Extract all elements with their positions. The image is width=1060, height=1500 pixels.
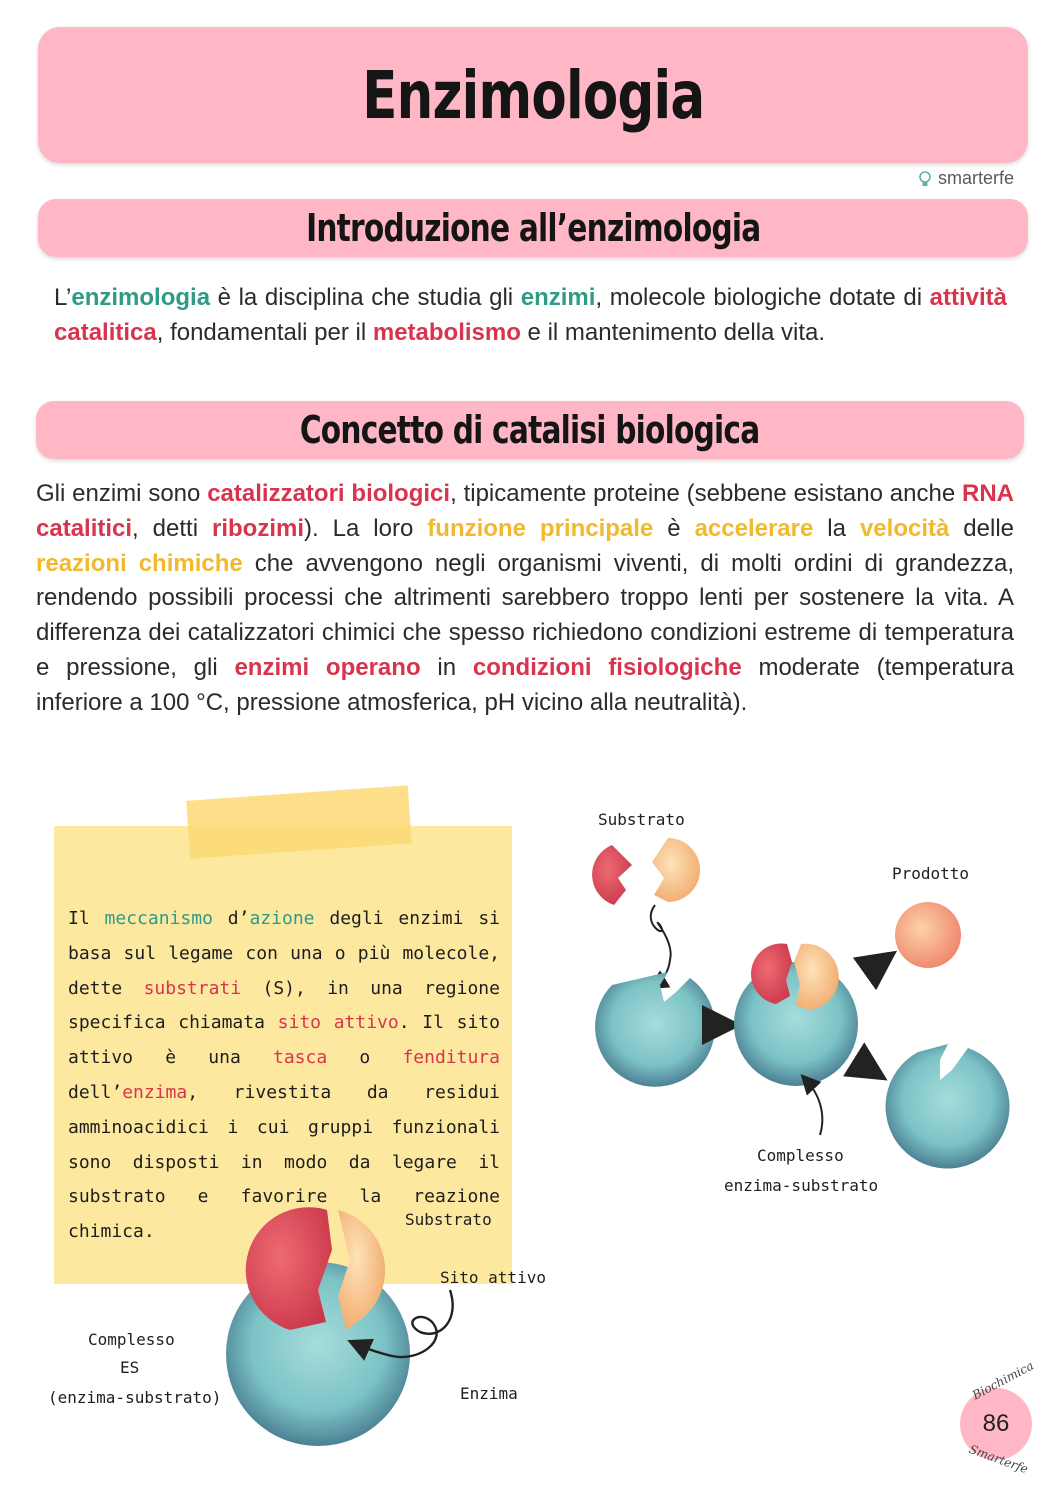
badge-subject: Biochimica — [970, 1358, 1036, 1403]
term-enzimi: enzimi — [520, 284, 596, 311]
binding-arrow — [651, 905, 671, 985]
label-complesso-right-1: Complesso — [757, 1146, 844, 1165]
note-text: Il meccanismo d’azione degli enzimi si basa sul legame con una o più molecole, dette substrati (S), in una regione specifica chiamata sito attivo. Il sito attivo è una tasca o fenditura dell’enzima, rivestita da residui amminoacidici i cui gruppi funzionali sono disposti in modo da legare il substrato e favorire la reazione chimica. — [68, 908, 500, 1243]
label-sito-attivo: Sito attivo — [440, 1268, 546, 1287]
term-velocita: velocità — [859, 514, 950, 542]
label-substrato-right: Substrato — [598, 810, 685, 829]
term-condizioni: condizioni fisiologiche — [472, 653, 742, 681]
badge-author: Smarterfe — [967, 1442, 1030, 1477]
intro-section-title: Introduzione all’enzimologia — [305, 206, 761, 250]
complex-pointer — [806, 1080, 822, 1135]
concept-section-title: Concetto di catalisi biologica — [300, 408, 760, 452]
arrow-enzyme — [858, 1062, 874, 1072]
label-complesso-left-2: ES — [120, 1358, 140, 1377]
page-number: 86 — [982, 1410, 1010, 1437]
term-rna-catalitici: RNA catalitici — [36, 480, 1015, 542]
term-catalizzatori: catalizzatori biologici — [207, 480, 451, 507]
substrate-peach-half — [652, 838, 700, 902]
page-badge — [960, 1358, 1036, 1477]
arrow-product — [870, 960, 884, 970]
term-accelerare: accelerare — [694, 514, 814, 542]
label-enzima: Enzima — [460, 1384, 518, 1403]
substrate-red-half — [592, 845, 632, 905]
term-enzimi-operano: enzimi operano — [234, 653, 421, 681]
term-funzione: funzione principale — [427, 514, 654, 542]
label-prodotto: Prodotto — [892, 864, 970, 883]
product — [895, 902, 961, 968]
page-title: Enzimologia — [361, 56, 705, 134]
term-metabolismo: metabolismo — [372, 318, 521, 346]
enzyme-free — [595, 972, 715, 1087]
label-complesso-right-2: enzima-substrato — [724, 1176, 879, 1195]
label-substrato-left: Substrato — [405, 1210, 492, 1229]
brand-name: smarterfe — [937, 168, 1014, 188]
intro-paragraph: L’enzimologia è la disciplina che studia gli enzimi, molecole biologiche dotate di attività catalitica, fondamentali per il metabolismo e il mantenimento della vita. — [54, 284, 1008, 346]
label-complesso-left-3: (enzima-substrato) — [48, 1388, 222, 1407]
term-ribozimi: ribozimi — [212, 514, 305, 542]
term-attivita-catalitica: attività catalitica — [54, 284, 1008, 346]
label-complesso-left-1: Complesso — [88, 1330, 175, 1349]
term-reazioni: reazioni chimiche — [36, 549, 243, 577]
term-enzimologia: enzimologia — [71, 284, 211, 311]
enzyme-released — [886, 1044, 1010, 1169]
concept-paragraph: Gli enzimi sono catalizzatori biologici, tipicamente proteine (sebbene esistano anche RNA catalitici, detti ribozimi). La loro funzione principale è accelerare la velocità delle reazioni chimiche che avvengono negli organismi viventi, di molti ordini di grandezza, rendendo possibili processi che altrimenti sarebbero troppo lenti per sostenere la vita. A differenza dei catalizzatori chimici che spesso richiedono condizioni estreme di temperatura e pressione, gli enzimi operano in condizioni fisiologiche moderate (temperatura inferiore a 100 °C, pressione atmosferica, pH vicino alla neutralità). — [36, 480, 1015, 716]
